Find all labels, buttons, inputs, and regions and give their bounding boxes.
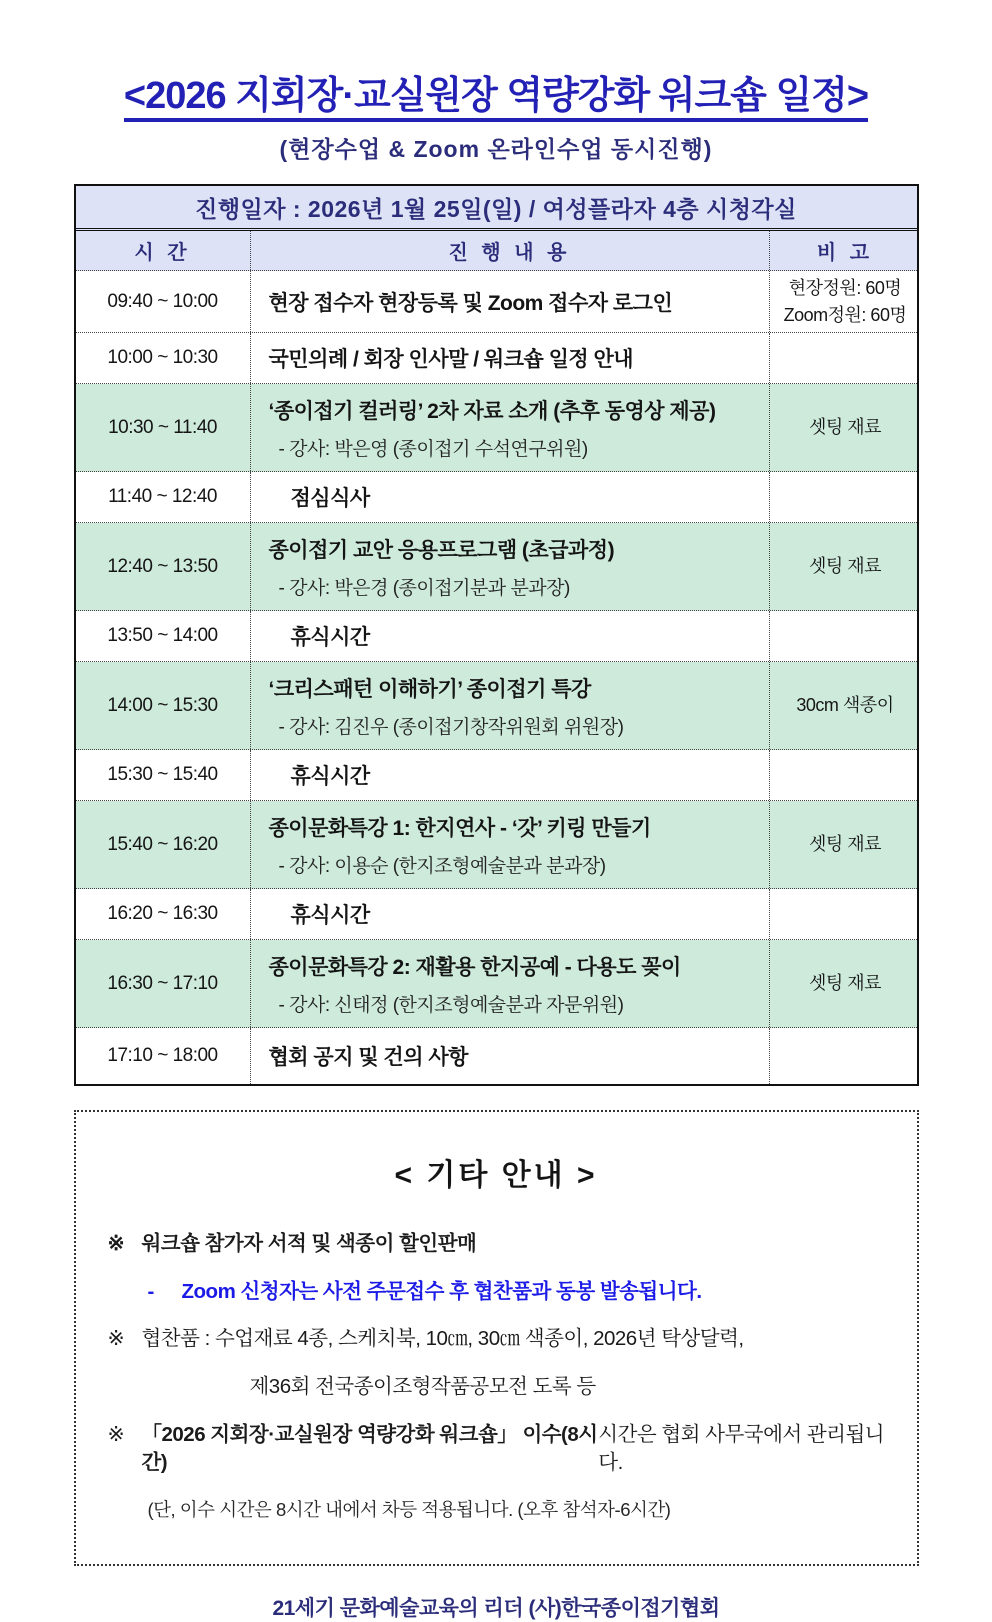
table-row xyxy=(76,662,917,750)
time-cell: 15:40 ~ 16:20 xyxy=(76,801,251,888)
time-cell: 15:30 ~ 15:40 xyxy=(76,750,251,800)
time-cell: 12:40 ~ 13:50 xyxy=(76,523,251,610)
page-subtitle: (현장수업 & Zoom 온라인수업 동시진행) xyxy=(279,136,713,162)
table-row xyxy=(76,1028,917,1084)
page-title-text: <2026 지회장·교실원장 역량강화 워크숍 일정> xyxy=(124,75,868,122)
time-cell: 11:40 ~ 12:40 xyxy=(76,472,251,522)
page-title xyxy=(0,64,992,119)
footer-text: 21세기 문화예술교육의 리더 (사)한국종이접기협회 xyxy=(272,1597,720,1621)
notice-bullet: ※ xyxy=(107,1232,125,1255)
notice-text: 제36회 전국종이조형작품공모전 도록 등 xyxy=(249,1375,596,1399)
notice-line xyxy=(100,1497,893,1523)
notice-bold-segment: 「2026 지회장·교실원장 역량강화 워크숍」 이수(8시간) xyxy=(141,1422,598,1475)
content-cell xyxy=(251,271,770,332)
note-line-1: 현장정원: 60명 xyxy=(788,278,902,299)
note-line-1: 30cm 색종이 xyxy=(796,695,894,716)
content-cell xyxy=(251,801,770,888)
note-cell xyxy=(770,801,921,888)
content-line-2: - 강사: 신태정 (한지조형예술분과 자문위원) xyxy=(278,994,624,1016)
notice-text: (단, 이수 시간은 8시간 내에서 차등 적용됩니다. (오후 참석자-6시간) xyxy=(147,1499,671,1521)
content-line-1: 종이문화특강 1: 한지연사 - ‘갓’ 키링 만들기 xyxy=(268,816,651,840)
note-cell xyxy=(770,523,921,610)
content-line-1: 점심식사 xyxy=(290,487,370,510)
time-cell: 14:00 ~ 15:30 xyxy=(76,662,251,749)
schedule-header-row xyxy=(76,231,917,271)
time-cell: 09:40 ~ 10:00 xyxy=(76,271,251,332)
table-row xyxy=(76,940,917,1028)
note-cell xyxy=(770,384,921,471)
content-line-2: - 강사: 이용순 (한지조형예술분과 분과장) xyxy=(278,855,606,877)
time-cell: 10:30 ~ 11:40 xyxy=(76,384,251,471)
table-row xyxy=(76,384,917,472)
content-line-2: - 강사: 박은경 (종이접기분과 분과장) xyxy=(278,577,570,599)
note-cell xyxy=(770,889,921,939)
content-cell xyxy=(251,750,770,800)
notice-text: 시간은 협회 사무국에서 관리됩니다. xyxy=(598,1422,885,1475)
notice-bullet: - xyxy=(147,1279,154,1303)
note-cell xyxy=(770,333,921,383)
content-cell xyxy=(251,611,770,661)
content-line-1: ‘크리스패턴 이해하기’ 종이접기 특강 xyxy=(268,677,591,701)
time-cell: 16:20 ~ 16:30 xyxy=(76,889,251,939)
notice-text: Zoom 신청자는 사전 주문접수 후 협찬품과 동봉 발송됩니다. xyxy=(181,1279,702,1303)
table-rows xyxy=(76,271,917,1084)
content-cell xyxy=(251,523,770,610)
note-cell xyxy=(770,472,921,522)
content-line-1: ‘종이접기 컬러링’ 2차 자료 소개 (추후 동영상 제공) xyxy=(268,399,716,423)
notice-bullet: ※ xyxy=(107,1422,125,1446)
note-line-1: 셋팅 재료 xyxy=(808,834,882,855)
schedule-table xyxy=(74,184,919,1086)
content-cell xyxy=(251,384,770,471)
table-row xyxy=(76,889,917,940)
notice-line xyxy=(100,1278,893,1307)
content-line-2: - 강사: 김진우 (종이접기창작위원회 위원장) xyxy=(278,716,624,738)
content-cell xyxy=(251,662,770,749)
content-line-1: 현장 접수자 현장등록 및 Zoom 접수자 로그인 xyxy=(268,291,673,315)
schedule-banner: 진행일자 : 2026년 1월 25일(일) / 여성플라자 4층 시청각실 xyxy=(76,186,917,231)
notice-bullet: ※ xyxy=(107,1327,125,1351)
note-cell xyxy=(770,1028,921,1084)
header-content: 진 행 내 용 xyxy=(251,231,770,270)
table-row xyxy=(76,271,917,333)
header-note: 비 고 xyxy=(816,242,874,264)
time-cell: 13:50 ~ 14:00 xyxy=(76,611,251,661)
table-row xyxy=(76,333,917,384)
notice-text: 협찬품 : 수업재료 4종, 스케치북, 10㎝, 30㎝ 색종이, 2026년 탁상달력, xyxy=(141,1327,744,1351)
content-line-1: 종이접기 교안 응용프로그램 (초급과정) xyxy=(268,538,615,562)
note-cell xyxy=(770,940,921,1027)
note-cell xyxy=(770,271,921,332)
note-line-1: 셋팅 재료 xyxy=(808,973,882,994)
table-row xyxy=(76,611,917,662)
note-cell xyxy=(770,611,921,661)
content-line-1: 협회 공지 및 건의 사항 xyxy=(268,1046,468,1069)
note-line-2: Zoom정원: 60명 xyxy=(783,304,907,325)
notice-title: < 기타 안내 > xyxy=(394,1159,598,1192)
notice-line xyxy=(100,1421,893,1478)
table-row xyxy=(76,523,917,611)
notice-lines xyxy=(100,1230,893,1523)
content-line-1: 휴식시간 xyxy=(290,904,370,927)
content-cell xyxy=(251,472,770,522)
note-line-1: 셋팅 재료 xyxy=(808,556,882,577)
content-cell xyxy=(251,940,770,1027)
note-line-1: 셋팅 재료 xyxy=(808,417,882,438)
header-time: 시 간 xyxy=(76,231,251,270)
notice-line xyxy=(100,1325,893,1354)
content-cell xyxy=(251,1028,770,1084)
content-line-1: 국민의례 / 회장 인사말 / 워크숍 일정 안내 xyxy=(268,348,634,371)
time-cell: 10:00 ~ 10:30 xyxy=(76,333,251,383)
note-cell xyxy=(770,662,921,749)
table-row xyxy=(76,801,917,889)
content-cell xyxy=(251,333,770,383)
notice-line xyxy=(100,1373,893,1402)
note-cell xyxy=(770,750,921,800)
table-row xyxy=(76,750,917,801)
content-line-1: 종이문화특강 2: 재활용 한지공예 - 다용도 꽂이 xyxy=(268,955,681,979)
time-cell: 16:30 ~ 17:10 xyxy=(76,940,251,1027)
content-line-1: 휴식시간 xyxy=(290,765,370,788)
content-line-2: - 강사: 박은영 (종이접기 수석연구위원) xyxy=(278,438,588,460)
notice-text: 워크숍 참가자 서적 및 색종이 할인판매 xyxy=(141,1232,477,1255)
content-line-1: 휴식시간 xyxy=(290,626,370,649)
table-row xyxy=(76,472,917,523)
notice-box xyxy=(74,1110,919,1566)
time-cell: 17:10 ~ 18:00 xyxy=(76,1028,251,1084)
content-cell xyxy=(251,889,770,939)
notice-line xyxy=(100,1230,893,1259)
